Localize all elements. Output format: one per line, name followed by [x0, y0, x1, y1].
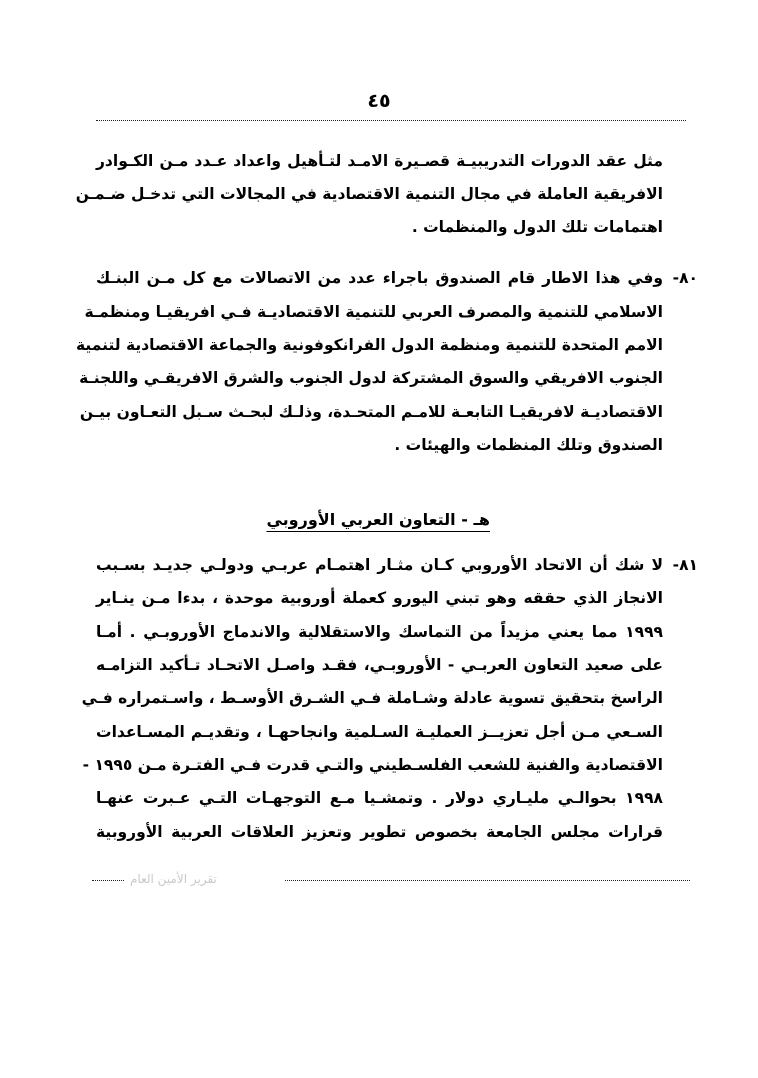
text-line: الراسخ بتحقيق تسوية عادلة وشـاملة فـي الشـرق الأوسـط ، واسـتمراره فـي [81, 689, 663, 707]
text-line: الاسلامي للتنمية والمصرف العربي للتنمية الاقتصاديـة فـي افريقيـا ومنظمـة [84, 303, 663, 321]
text-line: الافريقية العاملة في مجال التنمية الاقتصادية في المجالات التي تدخـل ضـمـن [75, 185, 663, 203]
text-line: الاقتصادية والفنية للشعب الفلسـطيني والتـي قدرت فـي الفتـرة مـن ١٩٩٥ - [82, 756, 663, 774]
text-line: الصندوق وتلك المنظمات والهيئات . [394, 436, 663, 454]
text-line: الامم المتحدة للتنمية ومنظمة الدول الفرانكوفونية والجماعة الاقتصادية لتنمية [76, 336, 663, 354]
section-heading: هـ - التعاون العربي الأوروبي [266, 510, 490, 529]
footer-divider [285, 880, 690, 881]
text-line: مثل عقد الدورات التدريبيـة قصـيرة الامـد لتـأهيل واعداد عـدد مـن الكـوادر [96, 152, 663, 170]
text-line: ١٩٩٨ بحوالـي مليـاري دولار . وتمشـيا مـع التوجهـات التـي عـبرت عنهـا [96, 789, 663, 807]
text-line: اهتمامات تلك الدول والمنظمات . [411, 218, 663, 236]
text-line: قرارات مجلس الجامعة بخصوص تطوير وتعزيز العلاقات العربية الأوروبية [96, 823, 663, 841]
header-divider [96, 120, 686, 121]
item-number: ٨١- [672, 556, 698, 574]
text-line: الانجاز الذي حققه وهو تبني اليورو كعملة أوروبية موحدة ، بدءا مـن ينـاير [96, 589, 663, 607]
text-line: الاقتصاديـة لافريقيـا التابعـة للامـم المتحـدة، وذلـك لبحـث سـبل التعـاون بيـن [79, 403, 663, 421]
footer-text: تقرير الأمين العام [130, 872, 217, 886]
text-line: الجنوب الافريقي والسوق المشتركة لدول الجنوب والشرق الافريقـي واللجنـة [79, 369, 663, 387]
text-line: السـعي مـن أجل تعزيــز العمليـة السـلمية وانجاحهـا ، وتقديـم المسـاعدات [96, 723, 663, 741]
footer-divider-short [92, 880, 124, 881]
item-number: ٨٠- [672, 269, 698, 287]
text-line: ١٩٩٩ مما يعني مزيداً من التماسك والاستقلالية والاندماج الأوروبـي . أمـا [96, 623, 663, 641]
text-line: وفي هذا الاطار قام الصندوق باجراء عدد من الاتصالات مع كل مـن البنـك [96, 269, 663, 287]
text-line: لا شك أن الاتحاد الأوروبي كـان مثـار اهتمـام عربـي ودولـي جديـد بسـبب [96, 556, 663, 574]
page-number: ٤٥ [367, 90, 391, 112]
text-line: على صعيد التعاون العربـي - الأوروبـي، فقـد واصـل الاتحـاد تـأكيد التزامـه [96, 656, 663, 674]
